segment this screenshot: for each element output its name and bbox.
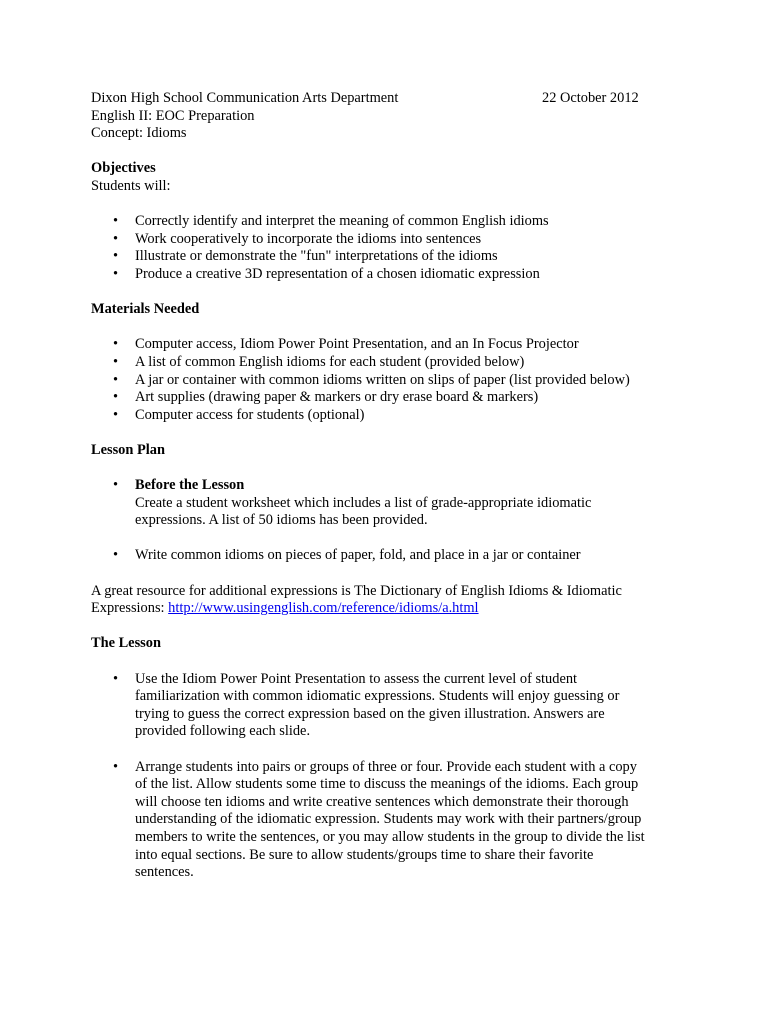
materials-list: [91, 336, 691, 424]
before-lesson-text: expressions. A list of 50 idioms has been provided.: [135, 512, 428, 529]
list-item: • Write common idioms on pieces of paper, fold, and place in a jar or container: [113, 547, 581, 564]
document-page: [91, 90, 691, 882]
list-item: • Art supplies (drawing paper & markers or dry erase board & markers): [113, 389, 539, 406]
the-lesson-list-2: [91, 759, 691, 882]
list-item: [91, 477, 691, 530]
course-title: English II: EOC Preparation: [91, 107, 255, 124]
bullet-icon: •: [113, 353, 119, 370]
bullet-icon: •: [113, 265, 119, 282]
resource-text: A great resource for additional expressions is The Dictionary of English Idioms & Idiomatic: [91, 582, 622, 599]
document-date: 22 October 2012: [542, 90, 639, 106]
list-item: • Correctly identify and interpret the meaning of common English idioms: [113, 213, 549, 230]
list-item: • Work cooperatively to incorporate the idioms into sentences: [113, 230, 482, 247]
header-row: [91, 90, 691, 108]
bullet-icon: •: [113, 336, 119, 353]
objectives-intro: Students will:: [91, 177, 171, 194]
the-lesson-heading: The Lesson: [91, 635, 161, 652]
list-item: • Illustrate or demonstrate the "fun" interpretations of the idioms: [113, 248, 498, 265]
bullet-icon: •: [113, 670, 119, 687]
bullet-icon: •: [113, 477, 119, 494]
list-item: • Produce a creative 3D representation of a chosen idiomatic expression: [113, 265, 540, 282]
list-item: • Computer access, Idiom Power Point Presentation, and an In Focus Projector: [113, 336, 579, 353]
lesson-plan-list: [91, 477, 691, 530]
materials-heading: Materials Needed: [91, 301, 200, 318]
bullet-icon: •: [113, 248, 119, 265]
bullet-icon: •: [113, 213, 119, 230]
lesson-plan-heading: Lesson Plan: [91, 441, 165, 458]
list-item: • A list of common English idioms for each student (provided below): [113, 353, 525, 370]
bullet-icon: •: [113, 406, 119, 423]
list-item: • Computer access for students (optional): [113, 406, 365, 423]
objectives-list: [91, 213, 691, 283]
objectives-heading: Objectives: [91, 160, 156, 177]
before-lesson-title: Before the Lesson: [135, 477, 245, 494]
school-department: Dixon High School Communication Arts Department: [91, 90, 399, 106]
lesson-plan-list-2: [91, 547, 691, 565]
resource-link-line: Expressions: http://www.usingenglish.com/reference/idioms/a.html: [91, 600, 479, 617]
list-item: • Use the Idiom Power Point Presentation to assess the current level of student familiarization with common idiomatic expressions. Students will enjoy guessing or trying to guess the correct expression based on the given illustration. Answers are provided following each slide.: [113, 670, 620, 740]
bullet-icon: •: [113, 389, 119, 406]
bullet-icon: •: [113, 758, 119, 775]
bullet-icon: •: [113, 547, 119, 564]
list-item: • A jar or container with common idioms written on slips of paper (list provided below): [113, 371, 630, 388]
bullet-icon: •: [113, 371, 119, 388]
concept-title: Concept: Idioms: [91, 125, 187, 142]
bullet-icon: •: [113, 230, 119, 247]
idioms-reference-link[interactable]: http://www.usingenglish.com/reference/idioms/a.html: [168, 600, 479, 617]
list-item: • Arrange students into pairs or groups of three or four. Provide each student with a copy of the list. Allow students some time to discuss the meanings of the idioms. Each group will choose ten idioms and write creative sentences which demonstrate their thorough understanding of the idiomatic expression. Students may work with their partners/group members to write the sentences, or you may allow students in the group to divide the list into equal sections. Be sure to allow students/groups time to share their favorite sentences.: [113, 758, 645, 881]
before-lesson-text: Create a student worksheet which includes a list of grade-appropriate idiomatic: [135, 494, 592, 511]
the-lesson-list: [91, 671, 691, 741]
